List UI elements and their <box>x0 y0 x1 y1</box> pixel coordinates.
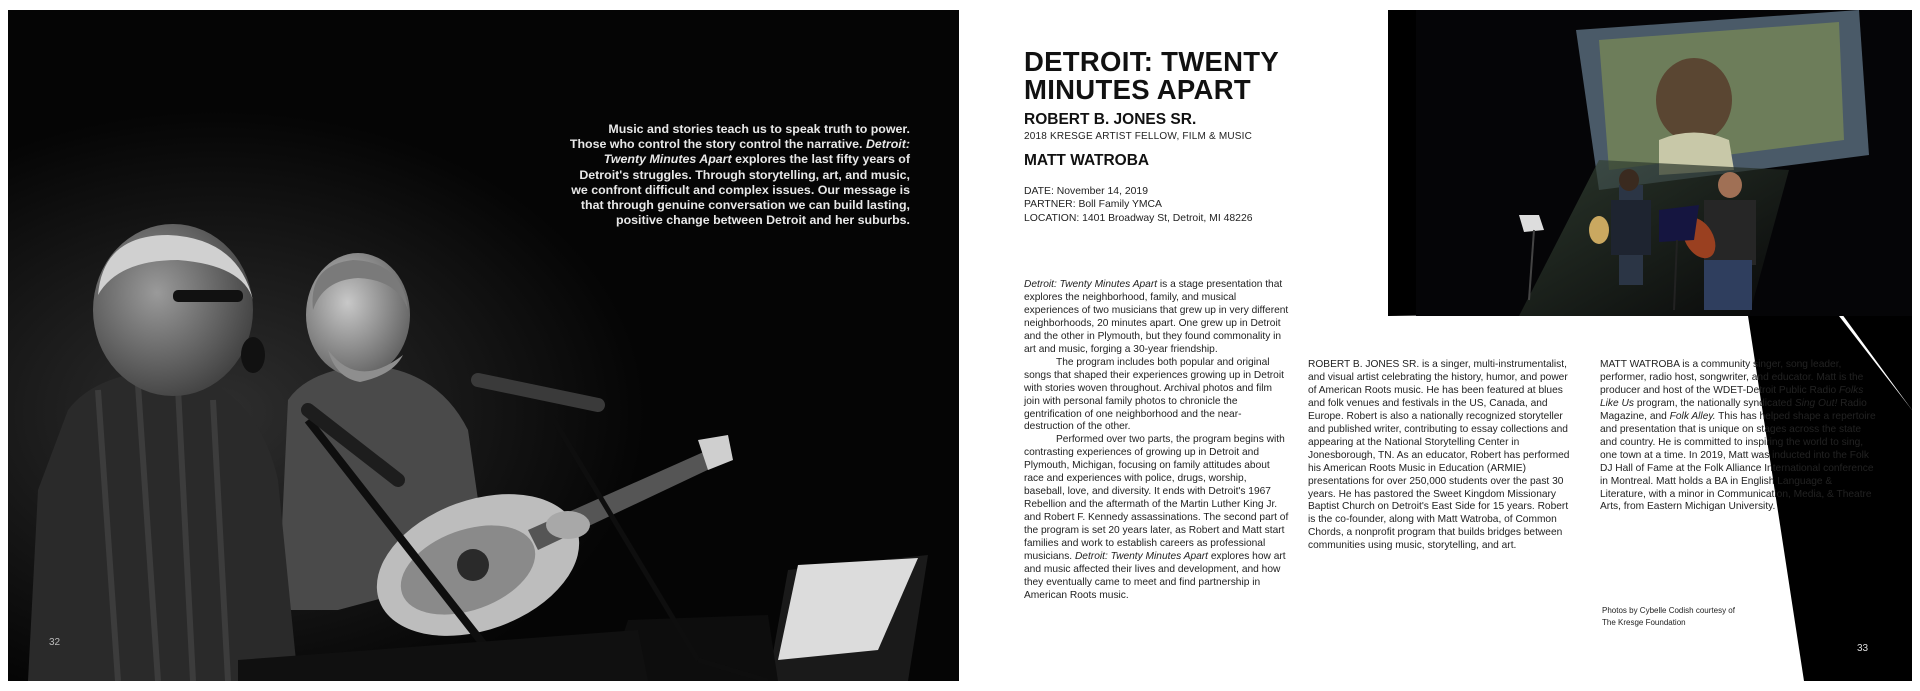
paragraph: The program includes both popular and original songs that shaped their experiences growing up in Detroit with stories woven throughout. Archival photos and film join with personal family photos to chronicle the gentrification of one neighborhood and the near-destruction of the other. <box>1024 356 1284 433</box>
intro-line: positive change between Detroit and her suburbs. <box>616 213 910 228</box>
page-number-right: 33 <box>1857 643 1869 654</box>
paragraph <box>1024 279 1289 357</box>
event-details <box>1024 185 1253 225</box>
artist-name-robert: ROBERT B. JONES SR. <box>1024 111 1197 128</box>
artist-name-matt: MATT WATROBA <box>1024 152 1150 169</box>
program-description <box>1024 279 1289 603</box>
event-date: DATE: November 14, 2019 <box>1024 186 1148 197</box>
title-line: MINUTES APART <box>1024 74 1251 105</box>
event-partner: PARTNER: Boll Family YMCA <box>1024 199 1162 211</box>
text: This has helped shape a repertoire and presentation that is unique on stages across the state and country. He is committed to inspiring the world to sing, one town at a time. In 2019, Matt was inducted into the Folk DJ Hall of Fame at the Folk Alliance International conference in Montreal. Matt holds a BA in English Language & Literature, with a minor in Communication, Media, & Theatre Arts, from Eastern Michigan University. <box>1600 410 1876 513</box>
text: Performed over two parts, the program begins with contrasting experiences of growing up in Detroit and Plymouth, Michigan, focusing on family attitudes about race and experiences with police, drugs, worship, baseball, love, and diversity. It ends with Detroit's 1967 Rebellion and the aftermath of the Martin Luther King Jr. and Robert F. Kennedy assassinations. The second part of the program is set 20 years later, as Robert and Matt start families and work to establish careers as professional musicians. <box>1024 434 1289 563</box>
intro-line: that through genuine conversation we can build lasting, <box>580 198 910 213</box>
credit-line: Photos by Cybelle Codish courtesy of <box>1602 606 1735 615</box>
italic-title: Folk Alley. <box>1669 410 1716 422</box>
italic-title: Detroit: Twenty Minutes Apart <box>1074 551 1209 563</box>
intro-line: Music and stories teach us to speak truth to power. <box>608 122 910 136</box>
intro-statement <box>488 122 910 228</box>
italic-title: Detroit: Twenty Minutes Apart <box>1024 279 1158 290</box>
title-line: DETROIT: TWENTY <box>1024 46 1280 77</box>
intro-line: we confront difficult and complex issues. Our message is <box>571 182 910 197</box>
text: explores how art and music affected their lives and development, and how they eventually came to meet and find partnership in American Roots music. <box>1024 551 1286 601</box>
robert-bio <box>1308 359 1578 553</box>
text: is a stage presentation that explores the neighborhood, family, and musical experiences of two musicians that grew up in very different neighborhoods, 20 minutes apart. One grew up in Detroit and the other in Plymouth, but they found commonality in art and music, forging a 30-year friendship. <box>1024 279 1289 355</box>
event-location: LOCATION: 1401 Broadway St, Detroit, MI 48226 <box>1024 212 1253 224</box>
italic-title: Sing Out! <box>1794 397 1838 409</box>
left-page <box>8 10 959 681</box>
photo-credit <box>1602 605 1735 629</box>
text: Radio Magazine, and <box>1600 397 1867 422</box>
paragraph <box>1600 359 1878 514</box>
credit-line: The Kresge Foundation <box>1602 618 1686 627</box>
paragraph: ROBERT B. JONES SR. is a singer, multi-instrumentalist, and visual artist celebrating the history, humor, and power of American Roots music. He has been featured at blues and folk venues and festivals in the US, Canada, and Europe. Robert is also a nationally recognized storyteller and published writer, contributing to essay collections and appearing at the National Storytelling Center in Jonesborough, TN. As an educator, Robert has performed his American Roots Music in Education (ARMIE) presentations for over 250,000 students over the past 30 years. He has pastored the Sweet Kingdom Missionary Baptist Church on Detroit's East Side for 15 years. Robert is the co-founder, along with Matt Watroba, of Common Chords, a nonprofit program that builds bridges between communities using music, storytelling, and art. <box>1308 359 1570 552</box>
fellowship-label: 2018 KRESGE ARTIST FELLOW, FILM & MUSIC <box>1024 131 1253 142</box>
matt-bio <box>1600 359 1878 514</box>
text: MATT WATROBA is a community singer, song leader, performer, radio host, songwriter, and educator. Matt is the producer and host of the WDET-Detroit Public Radio <box>1600 359 1864 396</box>
intro-line: Twenty Minutes Apart <box>603 152 732 167</box>
intro-line: Detroit's struggles. Through storytelling, art, and music, <box>579 167 910 182</box>
intro-line: Those who control the story control the narrative. <box>569 137 863 152</box>
article-title <box>1024 48 1354 104</box>
intro-line: Detroit: <box>865 137 910 152</box>
performance-photo-left <box>8 10 959 681</box>
paragraph <box>1024 434 1289 602</box>
page-number-left: 32 <box>49 637 61 648</box>
text: program, the nationally syndicated <box>1633 397 1795 409</box>
right-page <box>959 10 1912 681</box>
italic-title: Folks Like Us <box>1600 384 1864 409</box>
magazine-spread <box>8 10 1912 681</box>
intro-line: explores the last fifty years of <box>735 152 910 167</box>
